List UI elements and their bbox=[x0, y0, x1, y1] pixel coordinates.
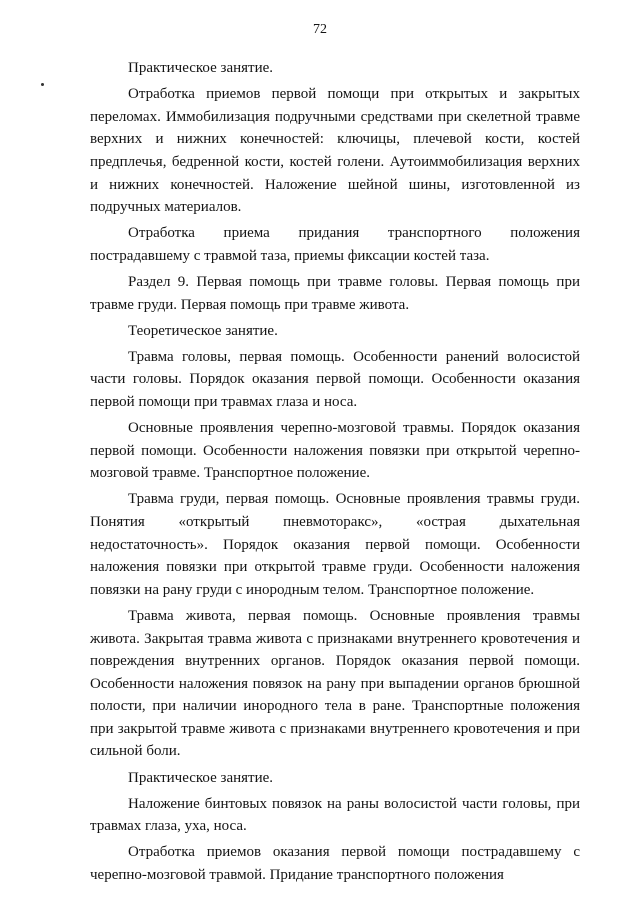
paragraph-bandages: Наложение бинтовых повязок на раны волосистой части головы, при травмах глаза, уха, носа. bbox=[90, 795, 580, 835]
paragraph-pelvis: Отработка приема придания транспортного положения пострадавшему с травмой таза, приемы фиксации костей таза. bbox=[90, 225, 580, 264]
paragraph-fractures: Отработка приемов первой помощи при открытых и закрытых переломах. Иммобилизация подручными средствами при скелетной травме верхних и нижних конечностей: ключицы, плечевой кости, костей предплечья, бедренной кости, костей голени. Аутоиммобилизация верхних и нижних конечностей. Наложение шейной шины, изготовленной из подручных материалов. bbox=[90, 86, 580, 216]
paragraph-head-injury: Травма головы, первая помощь. Особенности ранений волосистой части головы. Порядок оказания первой помощи. Особенности оказания первой помощи при травмах глаза и носа. bbox=[90, 348, 580, 410]
paragraph-practical-2: Практическое занятие. bbox=[128, 769, 274, 786]
scan-mark bbox=[41, 83, 44, 86]
paragraph-practical-1: Практическое занятие. bbox=[128, 60, 274, 76]
paragraph-theory: Теоретическое занятие. bbox=[128, 322, 278, 339]
page-number: 72 bbox=[313, 22, 327, 37]
section-9-heading: Раздел 9. Первая помощь при травме головы. Первая помощь при травме груди. Первая помощь при травме живота. bbox=[90, 273, 580, 313]
paragraph-chest-injury: Травма груди, первая помощь. Основные проявления травмы груди. Понятия «открытый пневмоторакс», «острая дыхательная недостаточность». Порядок оказания первой помощи. Особенности наложения повязки при открытой травме груди. Особенности наложения повязки на рану груди с инородным телом. Транспортное положение. bbox=[90, 491, 580, 598]
paragraph-brain-injury: Основные проявления черепно-мозговой травмы. Порядок оказания первой помощи. Особенности наложения повязки при открытой черепно-мозговой травме. Транспортное положение. bbox=[90, 420, 580, 482]
document-body bbox=[90, 57, 580, 887]
paragraph-first-aid-practice: Отработка приемов оказания первой помощи пострадавшему с черепно-мозговой травмой. Придание транспортного положения bbox=[90, 844, 580, 884]
paragraph-abdomen-injury: Травма живота, первая помощь. Основные проявления травмы живота. Закрытая травма живота с признаками внутреннего кровотечения и повреждения внутренних органов. Порядок оказания первой помощи. Особенности наложения повязок на рану при выпадении органов брюшной полости, при наличии инородного тела в ране. Транспортные положения при закрытой травме живота с признаками внутреннего кровотечения и при сильной боли. bbox=[90, 607, 580, 760]
